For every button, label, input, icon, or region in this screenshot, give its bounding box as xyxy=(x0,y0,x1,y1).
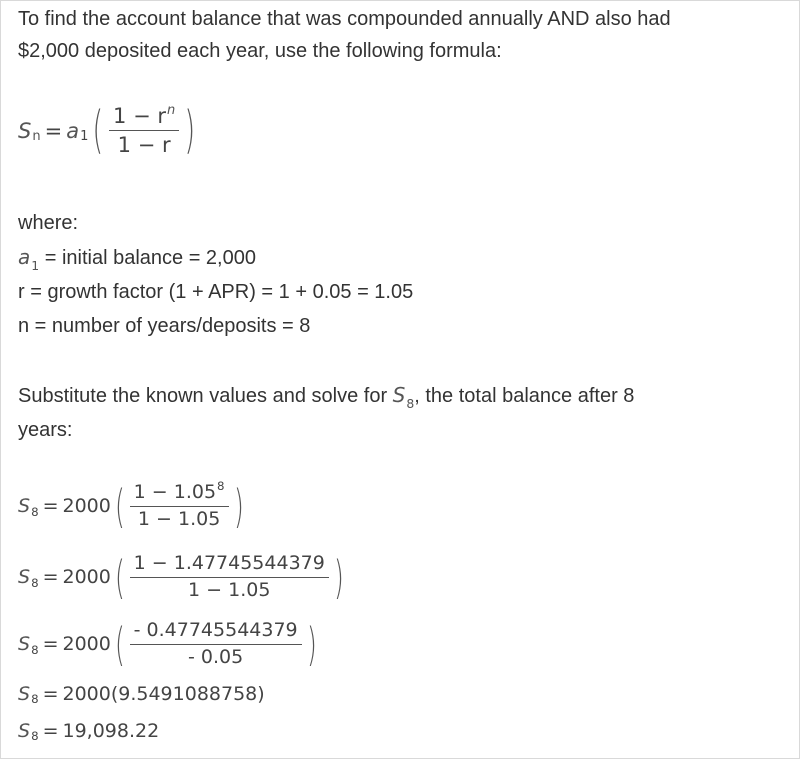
substitute-symbol: S xyxy=(392,383,406,407)
def-a1-symbol: a xyxy=(18,245,31,269)
substitute-sub: 8 xyxy=(406,395,415,411)
def-a1-sub: 1 xyxy=(31,257,40,273)
formula-fraction xyxy=(109,104,179,157)
where-label: where: xyxy=(18,212,79,234)
formula-numerator-exp: n xyxy=(166,102,176,118)
substitute-after: , the total balance after 8 xyxy=(414,385,635,407)
step-3: S 8 = 2000 ( $\frac{- 0.47745544379}{- 0.05}$ ) xyxy=(18,617,317,671)
intro-line-2: $2,000 deposited each year, use the following formula: xyxy=(18,40,502,62)
step-5-result: S 8 = 19,098.22 xyxy=(18,720,160,744)
step-1: S 8 = 2000 ( $\frac{1 - 1.05^8}{1 - 1.05}$ ) xyxy=(18,478,244,533)
definition-a1 xyxy=(18,242,256,275)
step-3-fraction: $\frac{- 0.47745544379}{- 0.05}$ xyxy=(130,620,302,669)
definition-n: n = number of years/deposits = 8 xyxy=(18,315,311,337)
formula-lhs: S xyxy=(18,118,32,143)
def-a1-text: = initial balance = 2,000 xyxy=(39,247,256,269)
step-1-fraction: $\frac{1 - 1.05^8}{1 - 1.05}$ xyxy=(130,482,229,531)
definition-r: r = growth factor (1 + APR) = 1 + 0.05 = 1.05 xyxy=(18,281,414,303)
substitute-line-2: years: xyxy=(18,419,73,441)
intro-line-1: To find the account balance that was compounded annually AND also had xyxy=(18,8,671,30)
general-formula: S n = a 1 ( $\frac{1 - r^n}{1 - r}$ ) xyxy=(18,100,196,160)
formula-denominator: 1 − r xyxy=(117,133,171,158)
step-2: S 8 = 2000 ( $\frac{1 - 1.47745544379}{1 - 1.05}$ ) xyxy=(18,550,344,604)
formula-coef: a xyxy=(66,118,80,143)
step-4: S 8 = 2000(9.5491088758) xyxy=(18,683,265,707)
substitute-line-1 xyxy=(18,380,634,413)
step-2-fraction: $\frac{1 - 1.47745544379}{1 - 1.05}$ xyxy=(130,553,329,602)
formula-lhs-sub: n xyxy=(32,128,41,144)
substitute-before: Substitute the known values and solve for xyxy=(18,385,393,407)
formula-numerator: 1 − r xyxy=(113,104,166,128)
formula-coef-sub: 1 xyxy=(80,128,89,144)
